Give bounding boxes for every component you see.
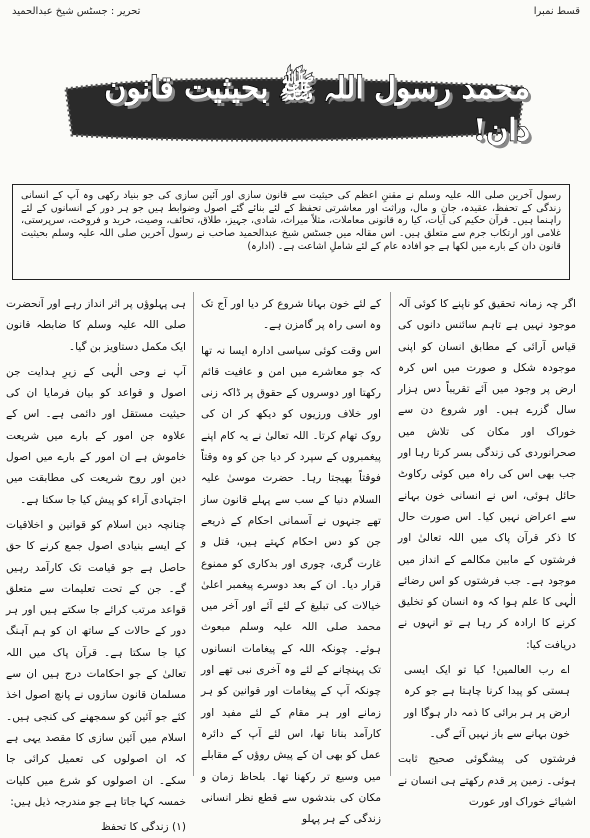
column-divider — [390, 292, 391, 776]
intro-box — [12, 184, 570, 280]
paragraph: فرشتوں کی پیشگوئی صحیح ثابت ہوئی۔ زمین پر قدم رکھتے ہی انسان نے اشیائے خوراک اور عورت — [398, 753, 576, 808]
intro-text: رسول آخرین صلی اللہ علیہ وسلم نے مقننِ اعظم کی حیثیت سے قانون سازی اور آئین سازی کی جو بنیاد رکھی وہ آپ کے انسانی زندگی کے تحفظ، عقیدہ، جان و مال، وراثت اور معاشرتی تحفظ کے لئے بنائے گئے اصول وضوابط ہیں جو ہر دور کے انسانوں کے لئے راہنما ہیں۔ قرآن حکیم کی آیات، کیا رہ قانونی معاملات، مثلاً میراث، شادی، جہیز، طلاق، تحائف، وصیت، خرید و فروخت، سرپرستی، غلامی اور ارتکاب جرم سے متعلق ہیں۔ اس مقالہ میں جسٹس شیخ عبدالحمید صاحب نے رسول آخرین صلی اللہ علیہ وسلم بحیثیت قانون دان کے بارے میں لکھا ہے جو افادہ عام کے لئے شاملِ اشاعت ہے۔ (ادارہ) — [21, 190, 561, 252]
paragraph: اس وقت کوئی سیاسی ادارہ ایسا نہ تھا کہ جو معاشرے میں امن و عافیت قائم رکھتا اور دوسروں کے حقوق پر ڈاکہ زنی اور خلاف ورزیوں کو دیکھ کر ان کی روک تھام کرتا۔ اللہ تعالیٰ نے یہ کام اپنے پیغمبروں کے سپرد کر دیا جن کو وہ وقتاً فوقتاً بھیجتا رہا۔ حضرت موسیٰ علیہ السلام دنیا کے سب سے پہلے قانون ساز تھے جنہوں نے آسمانی احکام کے ذریعے جن کو دس احکام کہتے ہیں، قتل و غارت گری، چوری اور بدکاری کو ممنوع قرار دیا۔ ان کے بعد دوسرے پیغمبر اعلیٰ خیالات کی تبلیغ کے لئے آئے اور آخر میں محمد صلی اللہ علیہ وسلم مبعوث ہوئے۔ چونکہ اللہ کے پیغامات انسانوں تک پہنچانے کے لئے وہ آخری نبی تھے اور چونکہ آپ کے پیغامات اور قوانین کو ہر زمانے اور ہر مقام کے لئے مفید اور کارآمد بنانا تھا، اس لئے آپ کے دائرہ عمل کو بھی ان کے پیش روؤں کے مقابلے میں وسیع تر رکھنا تھا۔ بلحاظ زمان و مکان کی بندشوں سے قطع نظر انسانی زندگی کے ہر پہلو — [201, 344, 381, 826]
quote-paragraph: اے رب العالمین! کیا تو ایک ایسی ہستی کو پیدا کرنا چاہتا ہے جو کرہ ارض پر ہر برائی کا ذمہ دار ہوگا اور خون بہانے سے باز نہیں آئے گی۔ — [404, 664, 570, 740]
column-middle — [201, 294, 381, 830]
article-title: محمد رسول اللہ ﷺ بحیثیت قانون دان! — [104, 71, 530, 148]
column-left — [6, 294, 186, 838]
list-item: (۱) زندگی کا تحفظ — [100, 821, 186, 834]
installment-label: قسط نمبرا — [533, 6, 580, 17]
column-right — [398, 294, 576, 813]
paragraph: ہی پہلوؤں پر اثر انداز رہے اور آنحضرت صلی اللہ علیہ وسلم کا ضابطہ قانون ایک مکمل دستاویز بن گیا۔ — [6, 298, 186, 353]
author-byline: تحریر : جسٹس شیخ عبدالحمید — [12, 6, 141, 17]
column-divider — [193, 292, 194, 776]
title-banner — [60, 71, 530, 148]
paragraph: آپ نے وحی الٰہی کے زیرِ ہدایت جن اصول و قواعد کو بیان فرمایا ان کی حیثیت مستقل اور دائمی ہے۔ اس کے علاوہ جن امور کے بارے میں شریعت خاموش ہے ان امور کے بارے میں اصول دین اور روح شریعت کی مطابقت میں اجتہادی آراء کو پیش کیا جا سکتا ہے۔ — [6, 365, 186, 506]
paragraph: کے لئے خون بہانا شروع کر دیا اور آج تک وہ اسی راہ پر گامزن ہے۔ — [201, 298, 381, 332]
paragraph: چنانچہ دین اسلام کو قوانین و اخلاقیات کے ایسے بنیادی اصول جمع کرنے کا حق حاصل ہے جو قیامت تک کارآمد رہیں گے۔ جن کے تحت تعلیمات سے متعلق قواعد مرتب کرائے جا سکتے ہیں اور ہر دور کے حالات کے ساتھ ان کو ہم آہنگ کیا جا سکتا ہے۔ قرآن پاک میں اللہ تعالیٰ کے جو احکامات درج ہیں ان سے مسلمان قانون سازوں نے پانچ اصول اخذ کئے جو آئین کو سمجھنے کی کنجی ہیں۔ اسلام میں آئین سازی کا مقصد یہی ہے کہ ان اصولوں کی تعمیل کرائی جا سکے۔ ان اصولوں کو شرع میں کلیات خمسہ کہا جاتا ہے جو مندرجہ ذیل ہیں: — [6, 518, 186, 808]
paragraph: اگر چہ زمانہ تحقیق کو ناپنے کا کوئی آلہ موجود نہیں ہے تاہم سائنس دانوں کی قیاس آرائی کے مطابق انسان کو اپنی موجودہ شکل و صورت میں اس کرہ ارض پر وجود میں آئے تقریباً دس ہزار سال گزرے ہیں۔ اور شروع دن سے خوراک اور مکان کی تلاش میں صحرانوردی کی زندگی بسر کرتا رہا اور جب بھی اس کی راہ میں کوئی رکاوٹ حائل ہوئی، اس نے انسانی خون بہانے سے اعراض نہیں کیا۔ اس صورت حال کا ذکر قرآن پاک میں اللہ تعالیٰ اور فرشتوں کے مابین مکالمے کے انداز میں موجود ہے۔ جب فرشتوں کو اس رضائے الٰہی کا علم ہوا کہ وہ انسان کو تخلیق کرنے کا ارادہ کر رہا ہے تو انہوں نے دریافت کیا: — [398, 298, 576, 651]
